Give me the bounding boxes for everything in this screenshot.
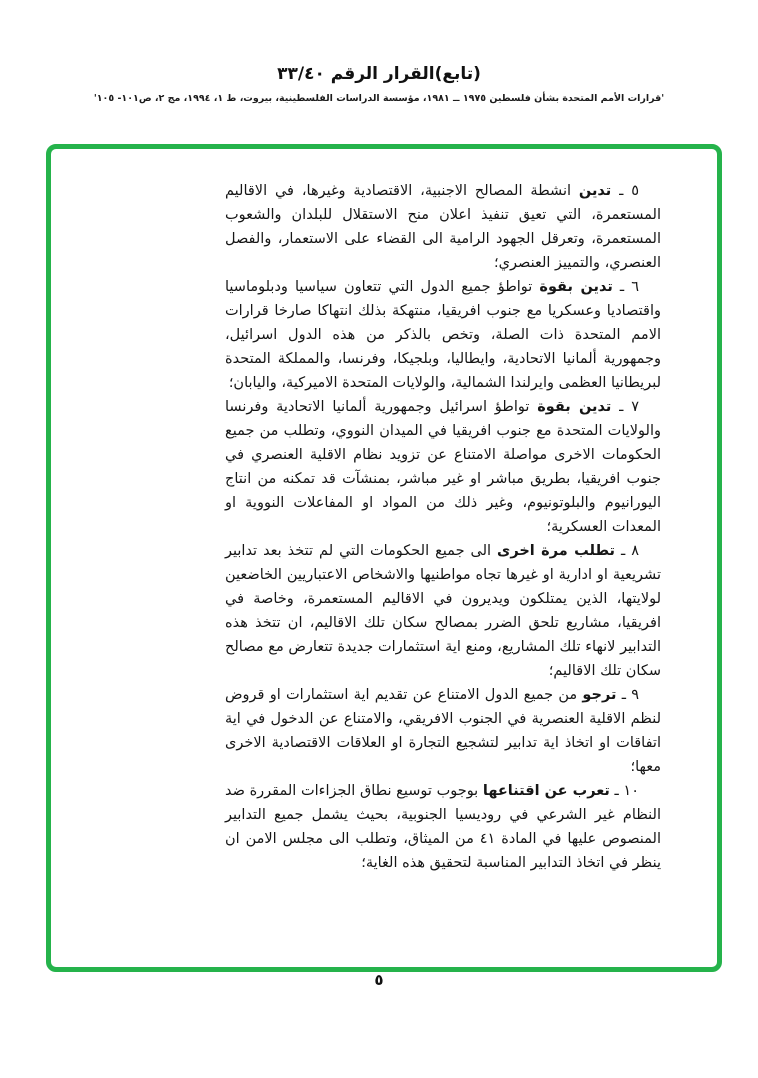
paragraph-lead: تعرب عن اقتناعها — [482, 783, 610, 799]
paragraph-6 — [225, 275, 661, 395]
page-title: (تابع)القرار الرقم ٣٣/٤٠ — [277, 64, 481, 84]
content-border — [46, 144, 722, 972]
paragraph-lead: ترجو — [582, 687, 617, 703]
paragraph-number: ٧ ـ — [619, 399, 640, 415]
paragraph-8 — [225, 539, 661, 683]
body-text — [225, 179, 661, 875]
paragraph-text: تواطؤ جميع الدول التي تتعاون سياسيا ودبلوماسيا واقتصاديا وعسكريا مع جنوب افريقيا، منتهكة بذلك انتهاكا صارخا قرارات الامم المتحدة ذات الصلة، وتخص بالذكر من هذه الدول اسرائيل، وجمهورية ألمانيا الاتحادية، وايطاليا، وبلجيكا، وفرنسا، والمملكة المتحدة لبريطانيا العظمى وايرلندا الشمالية، والولايات المتحدة الاميركية، واليابان؛ — [225, 279, 661, 391]
paragraph-10 — [225, 779, 661, 875]
paragraph-text: من جميع الدول الامتناع عن تقديم اية استثمارات او قروض لنظم الاقلية العنصرية في الجنوب الافريقي، والامتناع عن الدخول في اية اتفاقات او اتخاذ اية تدابير لتشجيع التجارة او العلاقات الاقتصادية الاخرى معها؛ — [225, 687, 661, 775]
paragraph-lead: تدين بقوة — [537, 399, 612, 415]
paragraph-text: تواطؤ اسرائيل وجمهورية ألمانيا الاتحادية وفرنسا والولايات المتحدة مع جنوب افريقيا في الميدان النووي، وتطلب من جميع الحكومات الاخرى مواصلة الامتناع عن تزويد نظام الاقلية العنصري في جنوب افريقيا، بطريق مباشر او غير مباشر، بمنشآت قد تمكنه من انتاج اليورانيوم والبلوتونيوم، وغير ذلك من المواد او المفاعلات النووية او المعدات العسكرية؛ — [225, 399, 661, 535]
paragraph-number: ٩ ـ — [621, 687, 640, 703]
paragraph-text: انشطة المصالح الاجنبية، الاقتصادية وغيرها، في الاقاليم المستعمرة، التي تعيق تنفيذ اعلان منح الاستقلال للبلدان والشعوب المستعمرة، وتعرقل الجهود الرامية الى القضاء على الاستعمار، والفصل العنصري، والتمييز العنصري؛ — [225, 183, 661, 271]
paragraph-9 — [225, 683, 661, 779]
paragraph-text: بوجوب توسيع نطاق الجزاءات المقررة ضد النظام غير الشرعي في روديسيا الجنوبية، بحيث يشمل جميع التدابير المنصوص عليها في المادة ٤١ من الميثاق، وتطلب الى مجلس الامن ان ينظر في اتخاذ التدابير المناسبة لتحقيق هذه الغاية؛ — [225, 783, 662, 871]
paragraph-lead: تدين — [578, 183, 612, 199]
paragraph-number: ٨ ـ — [620, 543, 640, 559]
paragraph-number: ١٠ ـ — [614, 783, 639, 799]
source-citation: 'قرارات الأمم المتحدة بشأن فلسطين ١٩٧٥ ــ ١٩٨١، مؤسسة الدراسات الفلسطينية، بيروت، ط ١، ١٩٩٤، مج ٢، ص١٠١- ١٠٥' — [93, 93, 665, 104]
paragraph-7 — [225, 395, 661, 539]
paragraph-number: ٥ ـ — [619, 183, 640, 199]
paragraph-lead: تطلب مرة اخرى — [497, 543, 615, 559]
paragraph-text: الى جميع الحكومات التي لم تتخذ بعد تدابير تشريعية او ادارية او غيرها تجاه مواطنيها والاشخاص الاعتباريين الخاضعين لولايتها، الذين يمتلكون ويديرون في الاقاليم المستعمرة، وخاصة في افريقيا، مشاريع تلحق الضرر بمصالح سكان تلك الاقاليم، ان تتخذ هذه التدابير لانهاء تلك المشاريع، ومنع اية استثمارات جديدة تتعارض مع مصالح سكان تلك الاقاليم؛ — [225, 543, 661, 679]
paragraph-number: ٦ ـ — [619, 279, 640, 295]
document-header — [0, 64, 758, 104]
paragraph-lead: تدين بقوة — [539, 279, 613, 295]
page-number: ٥ — [374, 971, 384, 989]
paragraph-5 — [225, 179, 661, 275]
